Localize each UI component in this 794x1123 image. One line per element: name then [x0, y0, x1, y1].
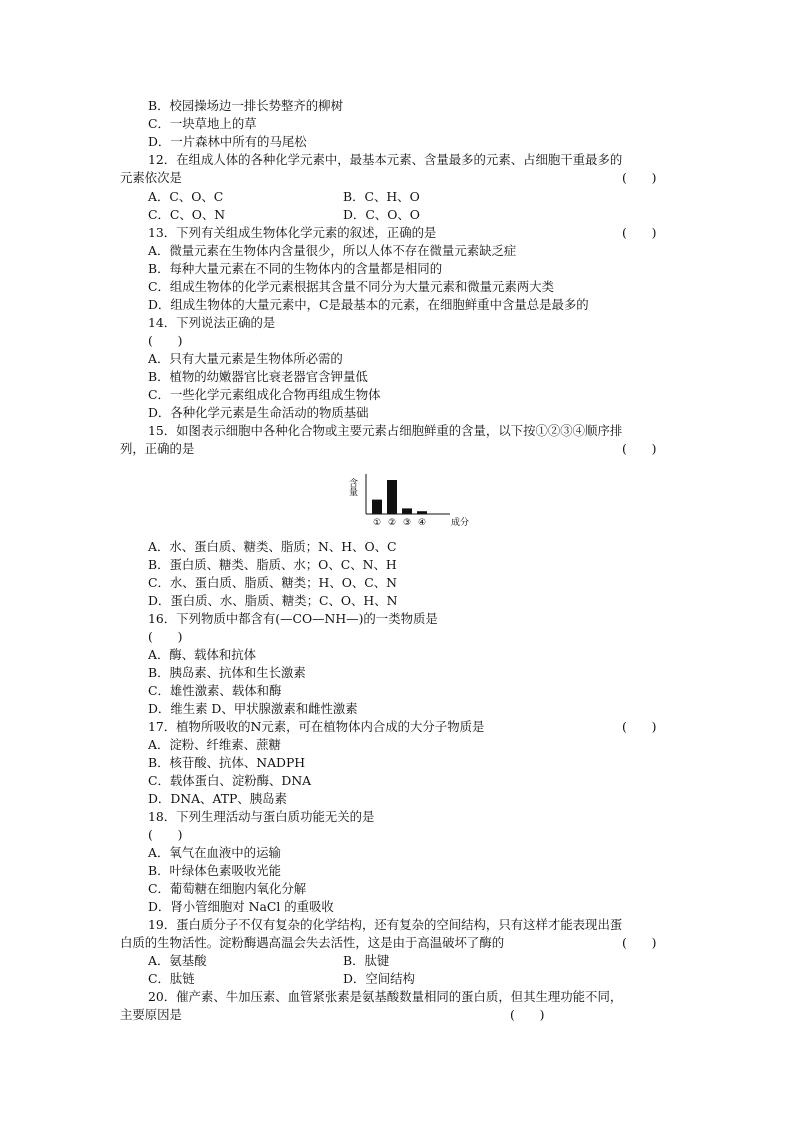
text-line-l1: B．校园操场边一排长势整齐的柳树	[148, 98, 343, 113]
text-line-l38: A．氧气在血液中的运输	[148, 845, 281, 860]
chart-category-label-1: ①	[372, 518, 382, 528]
text-line-l2: C．一块草地上的草	[148, 116, 257, 131]
text-line-l16: B．植物的幼嫩器官比衰老器官含钾量低	[148, 369, 368, 384]
text-line-l36: 18．下列生理活动与蛋白质功能无关的是	[148, 809, 375, 824]
answer-parenthesis-p15: ( )	[622, 441, 657, 456]
text-line-l31: 17．植物所吸收的N元素，可在植物体内合成的大分子物质是	[148, 719, 485, 734]
text-line-l8: 13．下列有关组成生物体化学元素的叙述，正确的是	[148, 225, 437, 240]
text-line-l47: 主要原因是	[120, 1007, 182, 1022]
text-line-l3: D．一片森林中所有的马尾松	[148, 134, 307, 149]
answer-parenthesis-p20: ( )	[510, 1007, 545, 1022]
chart-category-label-3: ③	[402, 518, 412, 528]
text-line-l35: D．DNA、ATP、胰岛素	[148, 791, 287, 806]
chart-y-axis-label: 含量	[347, 478, 357, 496]
chart-bar-3	[402, 508, 412, 514]
text-line-l11: C．组成生物体的化学元素根据其含量不同分为大量元素和微量元素两大类	[148, 279, 554, 294]
text-line-l26: ( )	[148, 629, 183, 644]
text-line-l25: 16．下列物质中都含有(—CO—NH—)的一类物质是	[148, 611, 438, 626]
text-line-l6b: B．C、H、O	[343, 189, 420, 204]
text-line-l32: A．淀粉、纤维素、蔗糖	[148, 737, 281, 752]
text-line-l29: C．雄性激素、载体和酶	[148, 683, 282, 698]
text-line-l46: 20．催产素、牛加压素、血管紧张素是氨基酸数量相同的蛋白质，但其生理功能不同，	[148, 989, 623, 1004]
text-line-l17: C．一些化学元素组成化合物再组成生物体	[148, 387, 381, 402]
text-line-l20: 列，正确的是	[120, 441, 195, 456]
text-line-l19: 15．如图表示细胞中各种化合物或主要元素占细胞鲜重的含量，以下按①②③④顺序排	[148, 423, 623, 438]
text-line-l10: B．每种大量元素在不同的生物体内的含量都是相同的	[148, 261, 443, 276]
text-line-l21: A．水、蛋白质、糖类、脂质；N、H、O、C	[148, 539, 397, 554]
text-line-l30: D．维生素 D、甲状腺激素和雌性激素	[148, 701, 358, 716]
text-line-l27: A．酶、载体和抗体	[148, 647, 257, 662]
text-line-l45b: D．空间结构	[343, 971, 415, 986]
content-bar-chart	[346, 470, 476, 532]
chart-bar-4	[417, 511, 427, 514]
text-line-l41: D．肾小管细胞对 NaCl 的重吸收	[148, 899, 334, 914]
text-line-l45: C．肽链	[148, 971, 195, 986]
answer-parenthesis-p19: ( )	[622, 935, 657, 950]
answer-parenthesis-p17: ( )	[622, 719, 657, 734]
chart-x-axis-label: 成分	[451, 518, 470, 528]
text-line-l42: 19．蛋白质分子不仅有复杂的化学结构，还有复杂的空间结构，只有这样才能表现出蛋	[148, 917, 623, 932]
text-line-l33: B．核苷酸、抗体、NADPH	[148, 755, 306, 770]
chart-category-label-2: ②	[387, 518, 397, 528]
text-line-l13: 14．下列说法正确的是	[148, 315, 276, 330]
text-line-l9: A．微量元素在生物体内含量很少，所以人体不存在微量元素缺乏症	[148, 243, 517, 258]
text-line-l43: 白质的生物活性。淀粉酶遇高温会失去活性，这是由于高温破坏了酶的	[120, 935, 505, 950]
text-line-l15: A．只有大量元素是生物体所必需的	[148, 351, 343, 366]
text-line-l18: D．各种化学元素是生命活动的物质基础	[148, 405, 369, 420]
text-line-l12: D．组成生物体的大量元素中，C是最基本的元素，在细胞鲜重中含量总是最多的	[148, 297, 589, 312]
answer-parenthesis-p13: ( )	[622, 225, 657, 240]
text-line-l5: 元素依次是	[120, 170, 182, 185]
text-line-l14: ( )	[148, 333, 183, 348]
text-line-l6: A．C、O、C	[148, 189, 224, 204]
text-line-l34: C．载体蛋白、淀粉酶、DNA	[148, 773, 312, 788]
chart-category-label-4: ④	[417, 518, 427, 528]
text-line-l7b: D．C、O、O	[343, 207, 420, 222]
text-line-l4: 12．在组成人体的各种化学元素中，最基本元素、含量最多的元素、占细胞干重最多的	[148, 152, 623, 167]
text-line-l40: C．葡萄糖在细胞内氧化分解	[148, 881, 307, 896]
text-line-l24: D．蛋白质、水、脂质、糖类；C、O、H、N	[148, 593, 398, 608]
text-line-l37: ( )	[148, 827, 183, 842]
text-line-l22: B．蛋白质、糖类、脂质、水；O、C、N、H	[148, 557, 397, 572]
text-line-l39: B．叶绿体色素吸收光能	[148, 863, 282, 878]
chart-bar-2	[387, 480, 397, 514]
answer-parenthesis-p12: ( )	[622, 170, 657, 185]
text-line-l44b: B．肽键	[343, 953, 390, 968]
chart-bar-1	[372, 500, 382, 514]
text-line-l44: A．氨基酸	[148, 953, 207, 968]
text-line-l23: C．水、蛋白质、脂质、糖类；H、O、C、N	[148, 575, 398, 590]
text-line-l7: C．C、O、N	[148, 207, 226, 222]
text-line-l28: B．胰岛素、抗体和生长激素	[148, 665, 306, 680]
